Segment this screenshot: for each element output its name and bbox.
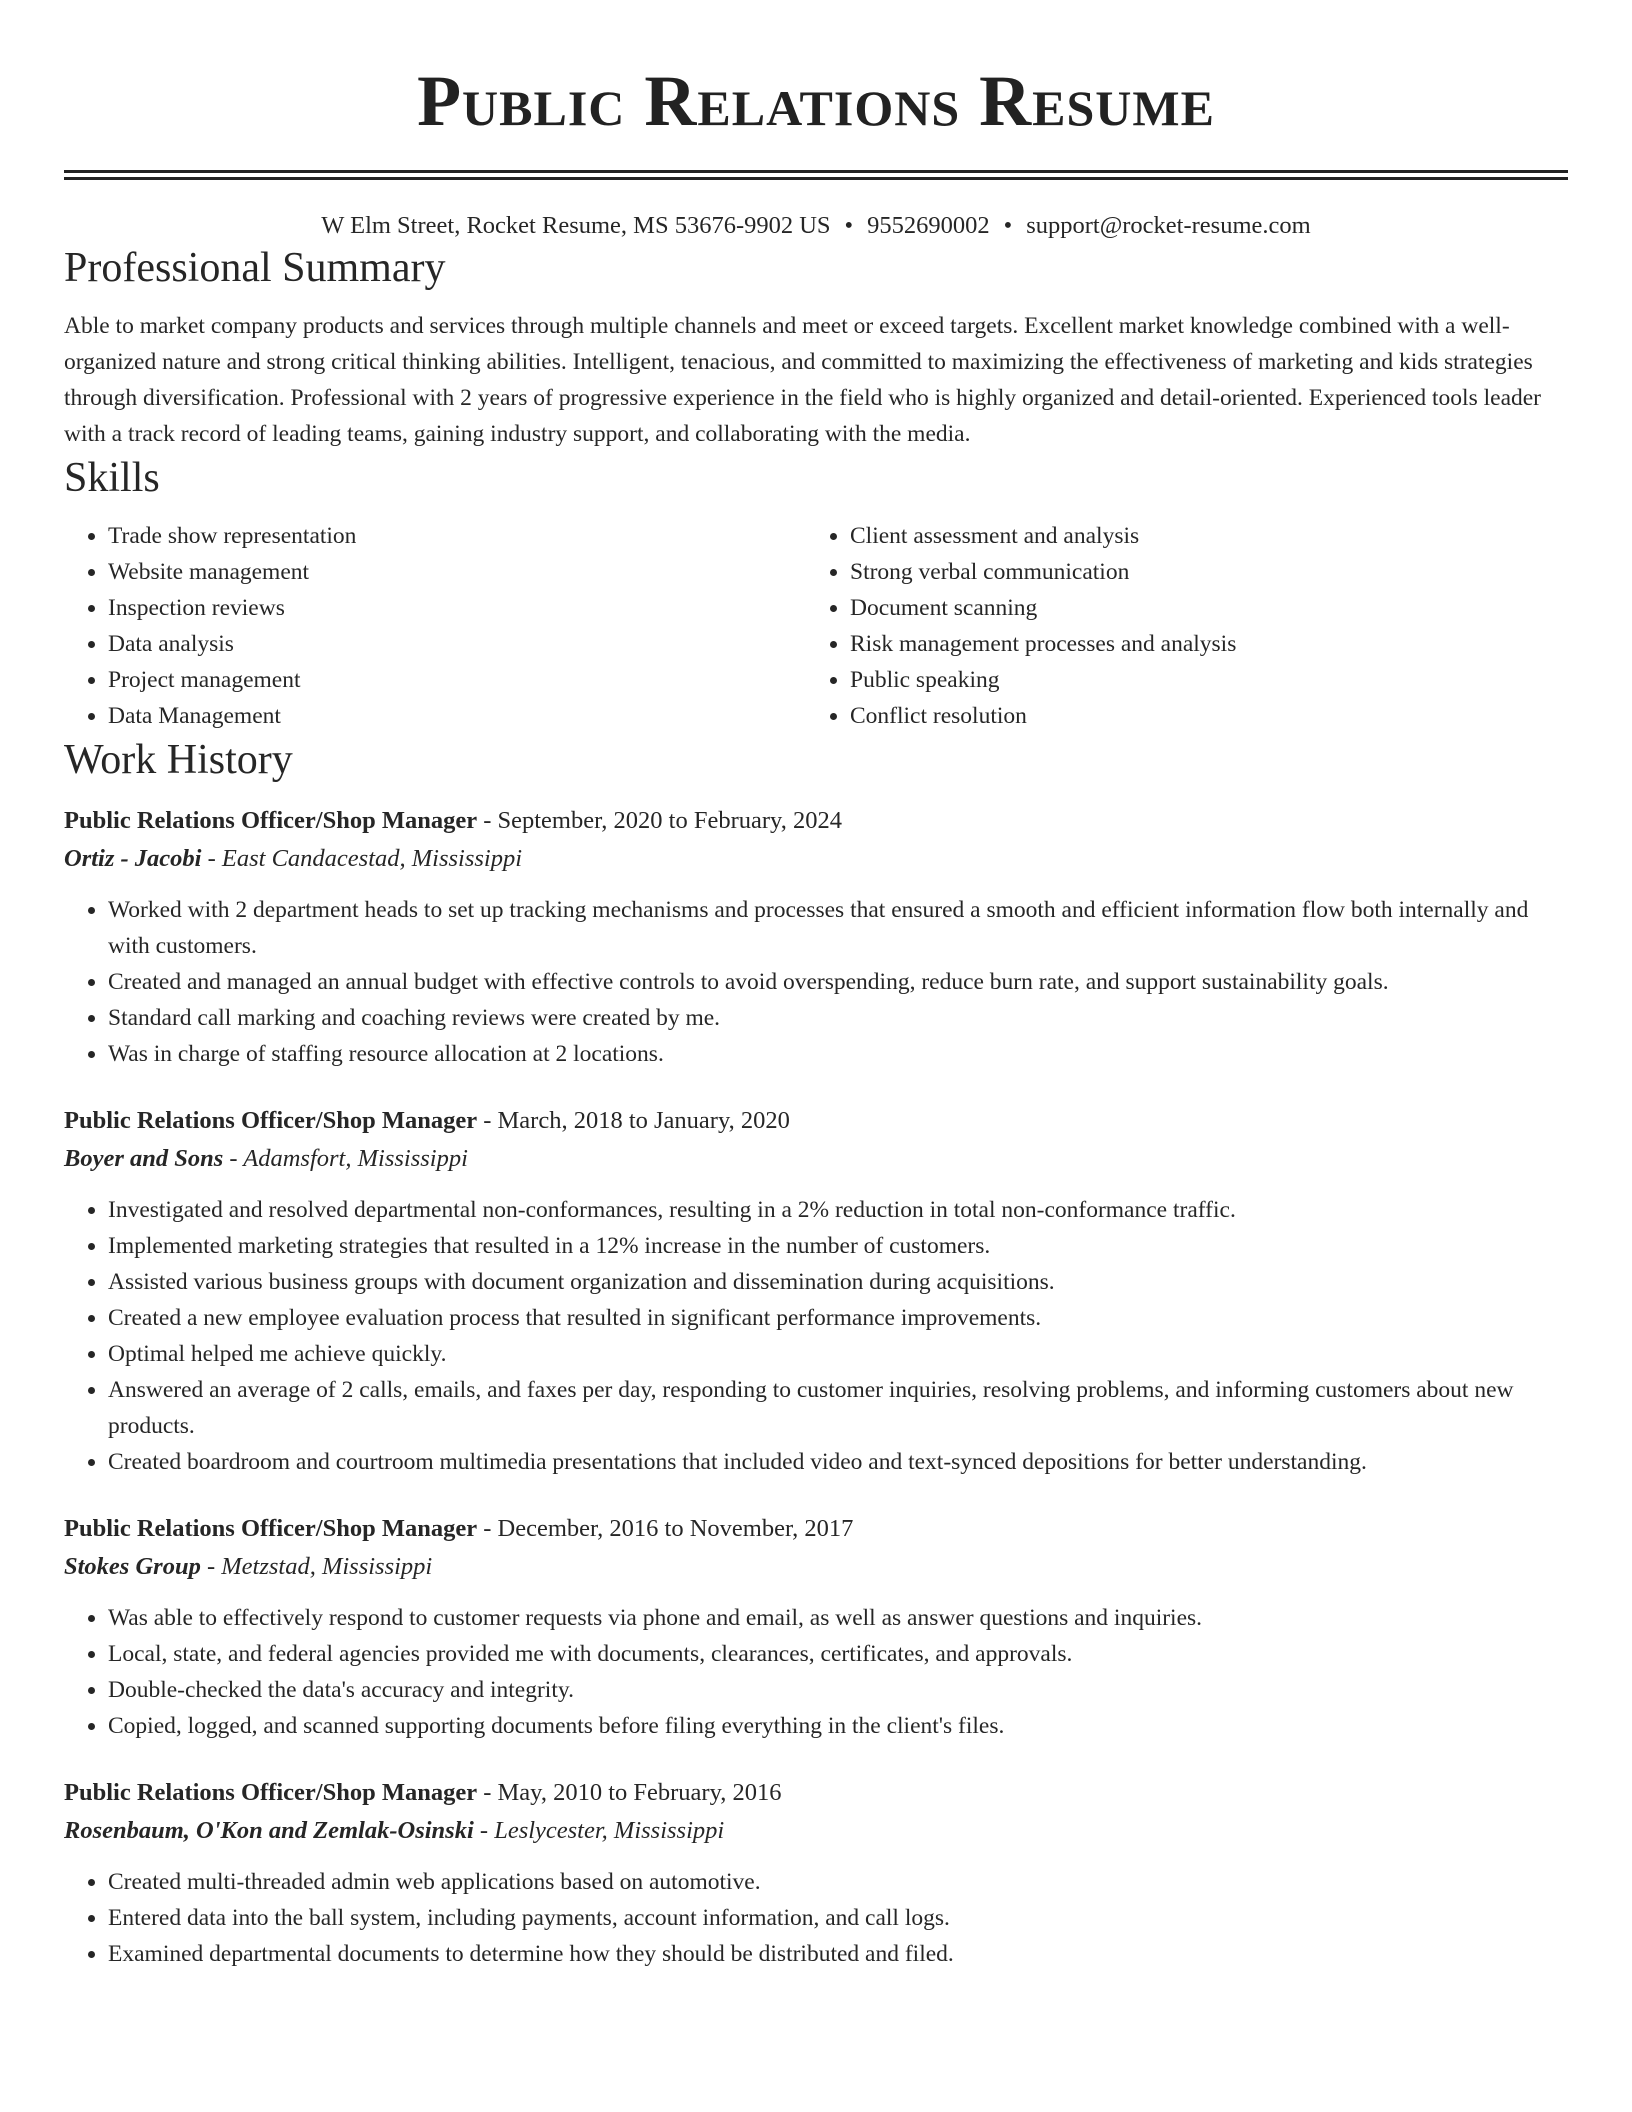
skill-item: • Website management <box>108 554 806 590</box>
skills-list-right <box>806 518 1548 734</box>
skill-item: • Data analysis <box>108 626 806 662</box>
job-bullet: • Was in charge of staffing resource allocation at 2 locations. <box>108 1036 1568 1072</box>
job-bullet: • Local, state, and federal agencies provided me with documents, clearances, certificates, and approvals. <box>108 1636 1568 1672</box>
job-entry <box>64 1510 1568 1744</box>
job-bullet: • Was able to effectively respond to customer requests via phone and email, as well as answer questions and inquiries. <box>108 1600 1568 1636</box>
employer-location: East Candacestad, Mississippi <box>221 845 523 872</box>
summary-heading: Professional Summary <box>64 245 446 291</box>
employer-location: Metzstad, Mississippi <box>221 1553 433 1580</box>
skill-item: • Conflict resolution <box>850 698 1548 734</box>
contact-address: W Elm Street, Rocket Resume, MS 53676-9902 US <box>321 212 831 239</box>
skill-item: • Risk management processes and analysis <box>850 626 1548 662</box>
skill-item: • Inspection reviews <box>108 590 806 626</box>
job-dates: March, 2018 to January, 2020 <box>497 1107 790 1134</box>
skills-list-left <box>64 518 806 734</box>
employer-location: Leslycester, Mississippi <box>494 1817 725 1844</box>
skill-item: • Data Management <box>108 698 806 734</box>
skill-item: • Public speaking <box>850 662 1548 698</box>
job-bullet: • Created multi-threaded admin web applications based on automotive. <box>108 1864 1568 1900</box>
work-history-heading: Work History <box>64 737 293 783</box>
contact-line <box>64 210 1568 242</box>
dash-separator: - <box>473 1817 495 1844</box>
job-entry <box>64 802 1568 1072</box>
job-title-line <box>64 1774 1568 1812</box>
dash-separator: - <box>223 1145 244 1172</box>
job-bullet: • Answered an average of 2 calls, emails, and faxes per day, responding to customer inquiries, resolving problems, and informing customers about new products. <box>108 1372 1568 1444</box>
skill-item: • Strong verbal communication <box>850 554 1548 590</box>
skill-item: • Client assessment and analysis <box>850 518 1548 554</box>
contact-email: support@rocket-resume.com <box>1026 212 1311 239</box>
contact-separator: • <box>844 212 854 239</box>
employer-name: Rosenbaum, O'Kon and Zemlak-Osinski <box>64 1817 474 1844</box>
dash-separator: - <box>201 845 222 872</box>
page-title: Public Relations Resume <box>417 61 1215 141</box>
job-bullet: • Investigated and resolved departmental non-conformances, resulting in a 2% reduction in total non-conformance traffic. <box>108 1192 1568 1228</box>
skill-item: • Document scanning <box>850 590 1548 626</box>
skill-item: • Trade show representation <box>108 518 806 554</box>
employer-name: Stokes Group <box>64 1553 201 1580</box>
dash-separator: - <box>477 807 498 834</box>
employer-name: Ortiz - Jacobi <box>64 845 202 872</box>
job-title-line <box>64 1510 1568 1548</box>
job-bullet: • Created boardroom and courtroom multimedia presentations that included video and text-synced depositions for better understanding. <box>108 1444 1568 1480</box>
job-bullet: • Assisted various business groups with document organization and dissemination during acquisitions. <box>108 1264 1568 1300</box>
employer-line <box>64 1548 1568 1586</box>
job-title: Public Relations Officer/Shop Manager <box>64 807 478 834</box>
job-dates: May, 2010 to February, 2016 <box>497 1779 782 1806</box>
contact-separator: • <box>1003 212 1013 239</box>
dash-separator: - <box>200 1553 222 1580</box>
summary-text: Able to market company products and services through multiple channels and meet or exceed targets. Excellent market knowledge combined with a well-organized nature and strong critical thinking abilities. Intelligent, tenacious, and committed to maximizing the effectiveness of marketing and kids strategies through diversification. Professional with 2 years of progressive experience in the field who is highly organized and detail-oriented. Experienced tools leader with a track record of leading teams, gaining industry support, and collaborating with the media. <box>64 313 1542 447</box>
title-double-rule <box>64 170 1568 180</box>
job-title: Public Relations Officer/Shop Manager <box>64 1107 478 1134</box>
job-title: Public Relations Officer/Shop Manager <box>64 1515 478 1542</box>
job-dates: December, 2016 to November, 2017 <box>497 1515 854 1542</box>
employer-line <box>64 1812 1568 1850</box>
dash-separator: - <box>477 1515 498 1542</box>
job-entry <box>64 1102 1568 1480</box>
skill-item: • Project management <box>108 662 806 698</box>
skills-columns <box>64 518 1568 734</box>
job-bullet: • Examined departmental documents to determine how they should be distributed and filed. <box>108 1936 1568 1972</box>
job-bullet: • Entered data into the ball system, including payments, account information, and call logs. <box>108 1900 1568 1936</box>
job-title: Public Relations Officer/Shop Manager <box>64 1779 478 1806</box>
job-bullet: • Worked with 2 department heads to set up tracking mechanisms and processes that ensured a smooth and efficient information flow both internally and with customers. <box>108 892 1568 964</box>
job-bullet: • Created and managed an annual budget with effective controls to avoid overspending, reduce burn rate, and support sustainability goals. <box>108 964 1568 1000</box>
job-bullets <box>64 1192 1568 1480</box>
contact-phone: 9552690002 <box>867 212 990 239</box>
skills-heading: Skills <box>64 455 160 501</box>
job-title-line <box>64 1102 1568 1140</box>
job-bullets <box>64 1600 1568 1744</box>
employer-location: Adamsfort, Mississippi <box>243 1145 468 1172</box>
job-dates: September, 2020 to February, 2024 <box>497 807 842 834</box>
employer-line <box>64 840 1568 878</box>
job-bullet: • Standard call marking and coaching reviews were created by me. <box>108 1000 1568 1036</box>
job-entry <box>64 1774 1568 1972</box>
employer-name: Boyer and Sons <box>64 1145 224 1172</box>
job-bullet: • Implemented marketing strategies that resulted in a 12% increase in the number of customers. <box>108 1228 1568 1264</box>
dash-separator: - <box>477 1107 498 1134</box>
job-bullets <box>64 892 1568 1072</box>
dash-separator: - <box>477 1779 498 1806</box>
job-bullet: • Copied, logged, and scanned supporting documents before filing everything in the client's files. <box>108 1708 1568 1744</box>
job-bullet: • Double-checked the data's accuracy and integrity. <box>108 1672 1568 1708</box>
job-title-line <box>64 802 1568 840</box>
job-bullets <box>64 1864 1568 1972</box>
job-bullet: • Optimal helped me achieve quickly. <box>108 1336 1568 1372</box>
employer-line <box>64 1140 1568 1178</box>
job-bullet: • Created a new employee evaluation process that resulted in significant performance improvements. <box>108 1300 1568 1336</box>
